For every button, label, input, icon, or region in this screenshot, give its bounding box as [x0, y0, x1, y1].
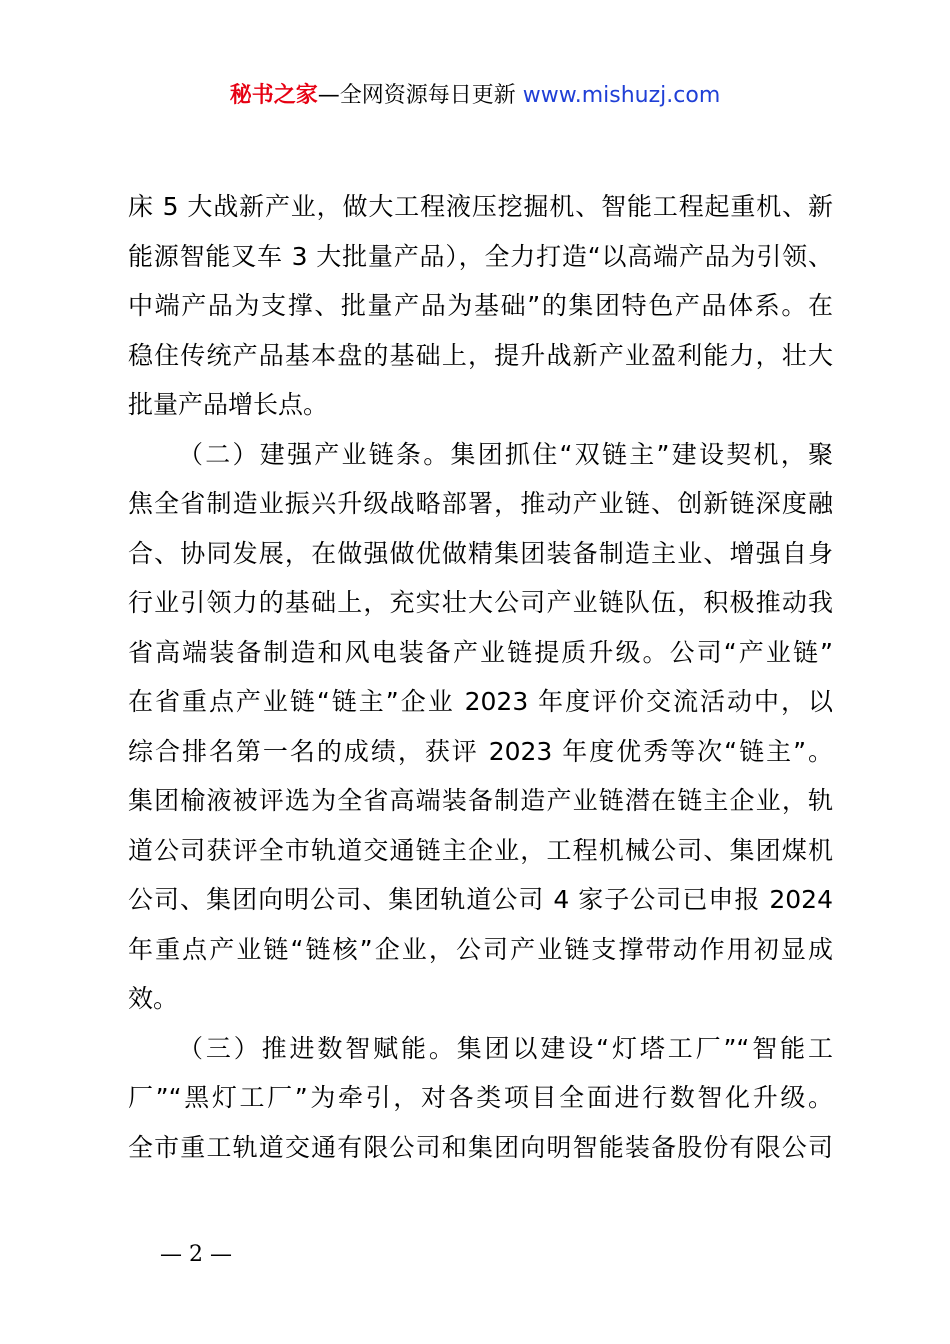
body-line: 合、协同发展，在做强做优做精集团装备制造主业、增强自身: [128, 538, 833, 568]
body-line: 能源智能叉车 3 大批量产品），全力打造“以高端产品为引领、: [128, 241, 833, 271]
body-line: 焦全省制造业振兴升级战略部署，推动产业链、创新链深度融: [128, 489, 833, 518]
body-line: 稳住传统产品基本盘的基础上，提升战新产业盈利能力，壮大: [128, 340, 833, 370]
body-line: （三）推进数智赋能。集团以建设“灯塔工厂”“智能工: [178, 1033, 833, 1063]
body-line: 床 5 大战新产业，做大工程液压挖掘机、智能工程起重机、新: [128, 192, 833, 221]
body-line: 综合排名第一名的成绩，获评 2023 年度优秀等次“链主”。: [128, 736, 834, 766]
body-line: 行业引领力的基础上，充实壮大公司产业链队伍，积极推动我: [128, 588, 833, 617]
body-line: （二）建强产业链条。集团抓住“双链主”建设契机，聚: [178, 439, 833, 469]
site-url[interactable]: www.mishuzj.com: [522, 83, 721, 108]
body-line: 中端产品为支撑、批量产品为基础”的集团特色产品体系。在: [128, 291, 833, 320]
page-number: — 2 —: [160, 1242, 232, 1267]
document-body: [128, 182, 833, 1172]
body-line: 在省重点产业链“链主”企业 2023 年度评价交流活动中，以: [128, 687, 833, 716]
body-line: 效。: [128, 984, 179, 1013]
body-line: 年重点产业链“链核”企业，公司产业链支撑带动作用初显成: [128, 934, 833, 964]
body-line: 厂”“黑灯工厂”为牵引，对各类项目全面进行数智化升级。: [128, 1083, 833, 1112]
body-line: 道公司获评全市轨道交通链主企业，工程机械公司、集团煤机: [128, 835, 833, 865]
body-line: 省高端装备制造和风电装备产业链提质升级。公司“产业链”: [128, 637, 833, 667]
site-header: [0, 80, 950, 112]
header-tagline: —全网资源每日更新: [317, 83, 523, 108]
brand-name: 秘书之家: [229, 83, 318, 108]
body-line: 公司、集团向明公司、集团轨道公司 4 家子公司已申报 2024: [128, 885, 833, 914]
body-line: 批量产品增长点。: [128, 390, 329, 419]
body-line: 全市重工轨道交通有限公司和集团向明智能装备股份有限公司: [128, 1132, 833, 1162]
body-line: 集团榆液被评选为全省高端装备制造产业链潜在链主企业，轨: [128, 786, 833, 815]
